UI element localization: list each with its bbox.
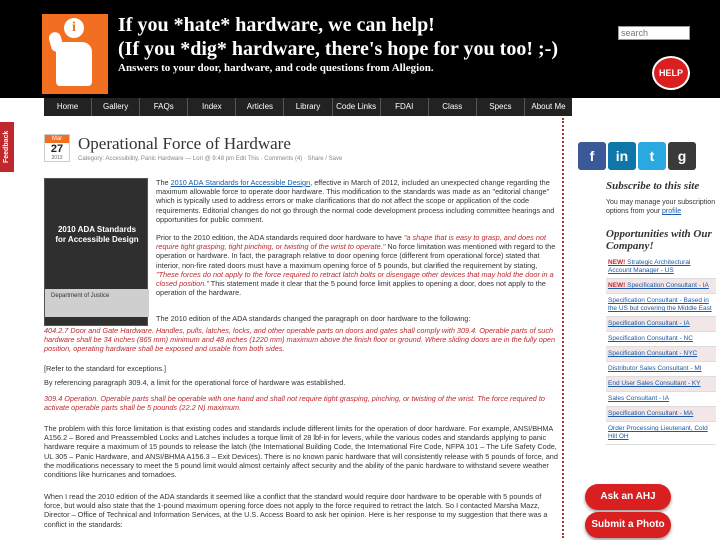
- text: , effective in March of 2012, included an unexpected change regarding the maximum allowable force to operate door hardware. This modification to the standards was made as an "editorial change" which is typically used to address errors or make clarifications that do not affect the scope or application of the code requirements. Editorial changes do not go through the normal code development process including committee hearings and opportunities for public comment.: [156, 178, 555, 224]
- post-title[interactable]: Operational Force of Hardware: [78, 134, 291, 153]
- job-link[interactable]: [606, 294, 716, 317]
- job-link[interactable]: [606, 362, 716, 377]
- nav-item-about-me[interactable]: About Me: [531, 102, 566, 111]
- linkedin-icon[interactable]: in: [608, 142, 636, 170]
- post-date-badge: [44, 134, 70, 162]
- post-paragraph: The problem with this force limitation is that existing codes and standards include different limits for the operation of door hardware. For example, ANSI/BHMA A156.2 – Bored and Preassembled Locks and Latches includes a torque limit of 28 lbf-in for levers, while the various codes and standards applying to panic hardware require a maximum of 15 pounds to release the latch (the International Building Code, the International Fire Code, NFPA 101 – The Life Safety Code, UL 305 – Panic Hardware, and ANSI/BHMA A156.3 – Exit Devices). There is no known panic hardware that will consistently release with 5 pounds of force, and the modifications necessary to meet the 5 pound limit would almost certainly affect security and the ability of the panic hardware to withstand severe weather conditions like hurricanes and tornadoes.: [44, 424, 558, 480]
- nav-item-specs[interactable]: Specs: [477, 98, 525, 116]
- post-paragraph: [Refer to the standard for exceptions.]: [44, 364, 167, 373]
- ada-standards-link[interactable]: 2010 ADA Standards for Accessible Design: [170, 178, 311, 187]
- site-tagline-secondary: (If you *dig* hardware, there's hope for you too! ;-): [118, 38, 558, 60]
- sidebar: [606, 180, 716, 445]
- nav-item-fdai[interactable]: FDAI: [381, 98, 429, 116]
- job-link[interactable]: [606, 422, 716, 445]
- jobs-heading: Opportunities with Our Company!: [606, 228, 712, 252]
- new-badge: NEW!: [608, 259, 626, 266]
- job-title: Distributor Sales Consultant - MI: [608, 365, 702, 372]
- info-icon: i: [64, 18, 84, 38]
- book-title: 2010 ADA Standards for Accessible Design: [55, 225, 139, 244]
- ada-standards-book-image: [44, 178, 148, 326]
- post-meta: Category: Accessibility, Panic Hardware — Lori @ 9:48 pm Edit This · Comments (4) · Share / Save: [78, 156, 343, 162]
- book-subtitle: Department of Justice: [51, 293, 110, 299]
- job-title: Specification Consultant - NC: [608, 335, 693, 342]
- post-date-year: 2013: [51, 155, 63, 161]
- job-title: Specification Consultant - IA: [608, 320, 690, 327]
- job-title: Strategic Architectural Account Manager - US: [608, 259, 691, 274]
- profile-link[interactable]: profile: [662, 208, 682, 215]
- post-paragraph: When I read the 2010 edition of the ADA standards it seemed like a conflict that the standard would require door hardware to be operable with 5 pounds of force, but would also state that the 1-pound maximum opening force does not apply to the force required to retract the latch. So I contacted Marsha Mazz, Director – Office of Technical and Information Services, at the U.S. Access Board to ask her opinion. Here is her response to my suggestion that there was a conflict in the standards:: [44, 492, 548, 529]
- twitter-icon[interactable]: t: [638, 142, 666, 170]
- post-paragraph: [156, 178, 558, 297]
- new-badge: NEW!: [608, 282, 626, 289]
- job-link[interactable]: [606, 256, 716, 279]
- post-date-month: Mar: [45, 135, 69, 143]
- nav-item-gallery[interactable]: Gallery: [92, 98, 140, 116]
- nav-item-home[interactable]: Home: [44, 98, 92, 116]
- job-link[interactable]: [606, 377, 716, 392]
- subscribe-heading: Subscribe to this site: [606, 180, 700, 192]
- text: The: [156, 178, 171, 187]
- quote-text: "a shape that is easy to grasp, and does not require tight grasping, tight pinching, or twisting of the wrist to operate.": [156, 233, 546, 252]
- job-title: End User Sales Consultant - KY: [608, 380, 701, 387]
- thumbs-up-icon: [56, 42, 92, 86]
- text: This statement made it clear that the 5 pound force limit applies to opening a door, does not apply to the operation of the hardware.: [156, 279, 546, 298]
- site-header: [0, 0, 720, 98]
- google-icon[interactable]: g: [668, 142, 696, 170]
- nav-item-class[interactable]: Class: [429, 98, 477, 116]
- ask-ahj-button[interactable]: Ask an AHJ: [585, 484, 671, 510]
- job-title: Sales Consultant - IA: [608, 395, 670, 402]
- post-date-day: 27: [50, 143, 64, 155]
- main-nav: [44, 98, 572, 116]
- site-logo[interactable]: [42, 14, 108, 94]
- social-links: [578, 142, 696, 170]
- nav-item-articles[interactable]: Articles: [236, 98, 284, 116]
- site-tagline: If you *hate* hardware, we can help!: [118, 14, 435, 36]
- quote-text: "These forces do not apply to the force required to retract latch bolts or disengage other devices that may hold the door in a closed position.": [156, 269, 554, 289]
- site-subtitle: Answers to your door, hardware, and code questions from Allegion.: [118, 62, 434, 74]
- job-title: Specification Consultant - IA: [627, 282, 709, 289]
- search-icon[interactable]: ⚲: [678, 26, 688, 38]
- job-link[interactable]: [606, 332, 716, 347]
- job-link[interactable]: [606, 317, 716, 332]
- job-title: Order Processing Lieutenant, Cold Hill OH: [608, 425, 708, 440]
- submit-photo-button[interactable]: Submit a Photo: [585, 512, 671, 538]
- nav-item-faqs[interactable]: FAQs: [140, 98, 188, 116]
- help-button[interactable]: HELP: [654, 58, 688, 88]
- job-link[interactable]: [606, 407, 716, 422]
- job-link[interactable]: [606, 392, 716, 407]
- job-title: Specification Consultant - NYC: [608, 350, 698, 357]
- jobs-list: [606, 256, 716, 445]
- job-title: Specification Consultant - Based in the US but covering the Middle East: [608, 297, 712, 312]
- code-quote: 309.4 Operation. Operable parts shall be operable with one hand and shall not require tight grasping, pinching, or twisting of the wrist. The force required to activate operable parts shall be 5 pounds (22.2 N) maximum.: [44, 394, 545, 413]
- nav-item-library[interactable]: Library: [284, 98, 332, 116]
- code-quote: 404.2.7 Door and Gate Hardware. Handles, pulls, latches, locks, and other operable parts on doors and gates shall comply with 309.4. Operable parts of such hardware shall be 34 inches (865 mm) minimum and 48 inches (1220 mm) maximum above the finish floor or ground. Where sliding doors are in the fully open position, operating hardware shall be exposed and usable from both sides.: [44, 326, 556, 354]
- job-title: Specification Consultant - MA: [608, 410, 694, 417]
- text: Prior to the 2010 edition, the ADA standards required door hardware to have: [156, 233, 404, 243]
- job-link[interactable]: [606, 279, 716, 294]
- post-paragraph: The 2010 edition of the ADA standards changed the paragraph on door hardware to the following:: [156, 314, 471, 323]
- post-paragraph: By referencing paragraph 309.4, a limit for the operational force of hardware was established.: [44, 378, 346, 387]
- facebook-icon[interactable]: f: [578, 142, 606, 170]
- text: No force limitation was mentioned with regard to the operation or hardware. In fact, the paragraph relative to door opening force (different from operational force) stated that interior, non-fire rated doors must have a maximum opening force of 5 pounds, but clarified the requirement by stating,: [156, 242, 556, 270]
- nav-item-index[interactable]: Index: [188, 98, 236, 116]
- nav-item-code-links[interactable]: Code Links: [333, 98, 381, 116]
- subscribe-text: [606, 198, 716, 216]
- text: You may manage your subscription options from your: [606, 199, 716, 215]
- job-link[interactable]: [606, 347, 716, 362]
- decorative-vine: [562, 118, 576, 538]
- feedback-tab[interactable]: Feedback: [0, 122, 14, 172]
